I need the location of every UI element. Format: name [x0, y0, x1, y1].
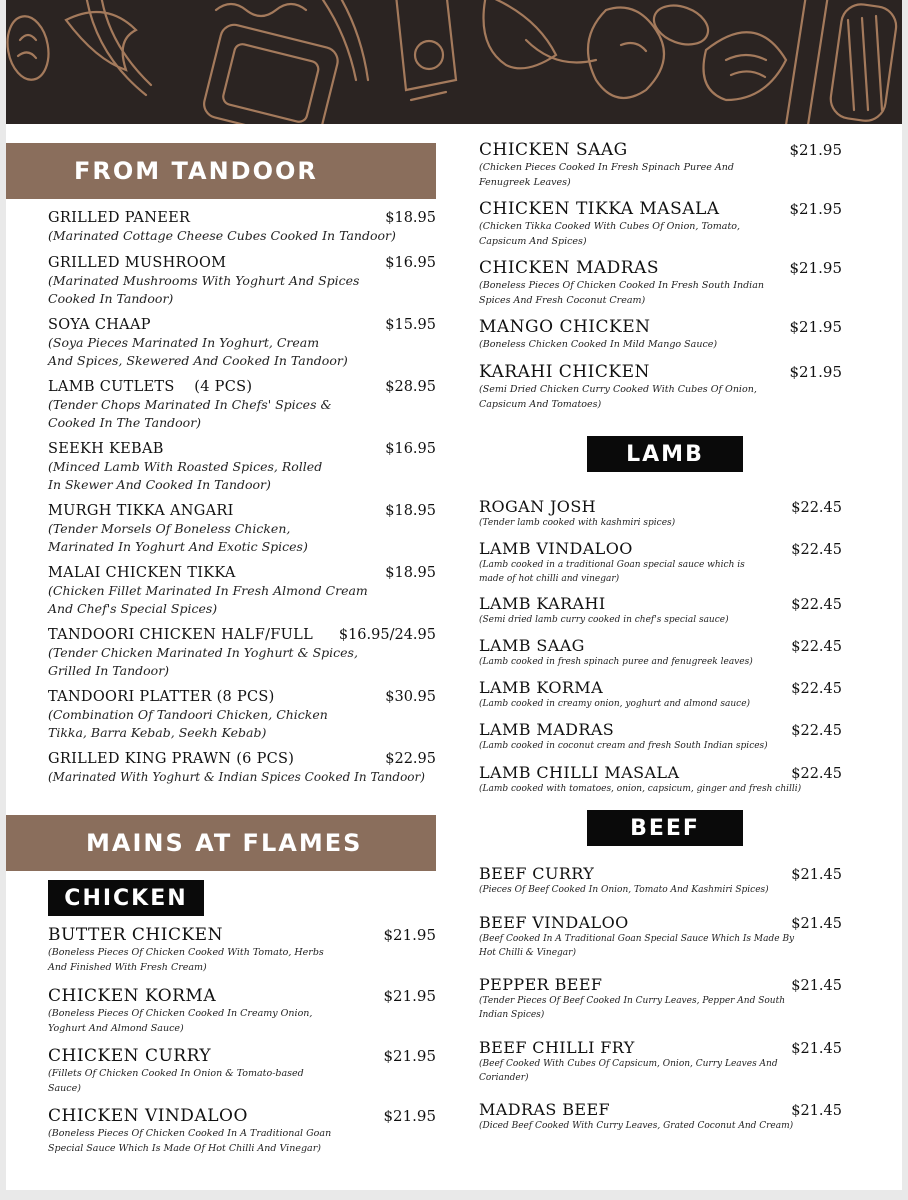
- menu-item: [479, 258, 842, 308]
- item-description: (Diced Beef Cooked With Curry Leaves, Grated Coconut And Cream): [479, 1121, 794, 1131]
- item-description: (Chicken Pieces Cooked In Fresh Spinach Puree And Fenugreek Leaves): [479, 162, 734, 188]
- item-price: $21.95: [383, 1107, 436, 1125]
- menu-item: [48, 210, 436, 245]
- item-price: $21.95: [383, 987, 436, 1005]
- item-price: $22.45: [791, 597, 842, 613]
- item-description: (Tender Morsels Of Boneless Chicken, Marinated In Yoghurt And Exotic Spices): [48, 521, 308, 554]
- section-title: CHICKEN: [64, 885, 188, 911]
- item-price: $22.45: [791, 681, 842, 697]
- item-name: BUTTER CHICKEN: [48, 925, 223, 945]
- menu-item: [48, 689, 436, 742]
- item-description: (Lamb cooked with tomatoes, onion, capsicum, ginger and fresh chilli): [479, 784, 802, 794]
- chicken-heading: [48, 880, 204, 916]
- item-price: $16.95/24.95: [338, 627, 436, 643]
- item-name: LAMB KARAHI: [479, 594, 606, 613]
- item-price: $21.95: [789, 318, 842, 336]
- item-price: $21.95: [789, 363, 842, 381]
- item-description: (Lamb cooked in coconut cream and fresh South Indian spices): [479, 741, 768, 751]
- item-description: (Boneless Pieces Of Chicken Cooked In A Traditional Goan Special Sauce Which Is Made Of Hot Chilli And Vinegar): [48, 1128, 332, 1154]
- menu-item: [479, 1038, 842, 1085]
- item-price: $30.95: [385, 689, 436, 705]
- item-name: GRILLED PANEER: [48, 210, 191, 226]
- item-price: $16.95: [385, 255, 436, 271]
- item-name: PEPPER BEEF: [479, 975, 603, 994]
- item-description: (Pieces Of Beef Cooked In Onion, Tomato And Kashmiri Spices): [479, 885, 769, 895]
- item-description: (Lamb cooked in fresh spinach puree and fenugreek leaves): [479, 657, 753, 667]
- item-name: MANGO CHICKEN: [479, 317, 651, 337]
- menu-item: [479, 594, 842, 627]
- item-price: $22.45: [791, 723, 842, 739]
- item-name: GRILLED KING PRAWN (6 PCS): [48, 751, 295, 767]
- mains-at-flames-heading: [6, 815, 436, 871]
- item-name: MURGH TIKKA ANGARI: [48, 503, 234, 519]
- menu-item: [479, 539, 842, 586]
- item-name: LAMB CUTLETS (4 PCS): [48, 379, 253, 395]
- menu-item: [48, 925, 436, 975]
- item-description: (Semi Dried Chicken Curry Cooked With Cubes Of Onion, Capsicum And Tomatoes): [479, 384, 757, 410]
- item-description: (Tender lamb cooked with kashmiri spices): [479, 518, 676, 528]
- item-name: MALAI CHICKEN TIKKA: [48, 565, 236, 581]
- item-name: LAMB MADRAS: [479, 720, 615, 739]
- item-name: LAMB CHILLI MASALA: [479, 763, 680, 782]
- item-name: TANDOORI PLATTER (8 PCS): [48, 689, 275, 705]
- item-description: (Minced Lamb With Roasted Spices, Rolled In Skewer And Cooked In Tandoor): [48, 459, 323, 492]
- menu-page: [6, 0, 902, 1190]
- menu-item: [479, 497, 842, 530]
- menu-item: [48, 986, 436, 1036]
- item-description: (Semi dried lamb curry cooked in chef's special sauce): [479, 615, 729, 625]
- menu-item: [479, 975, 842, 1022]
- menu-item: [479, 913, 842, 960]
- menu-item: [48, 565, 436, 618]
- food-sketch-illustration: [6, 0, 902, 124]
- item-name: CHICKEN VINDALOO: [48, 1106, 248, 1126]
- menu-item: [479, 140, 842, 190]
- item-description: (Lamb cooked in a traditional Goan special sauce which is made of hot chilli and vinegar): [479, 560, 745, 584]
- menu-item: [479, 199, 842, 249]
- menu-item: [479, 720, 842, 753]
- item-name: SEEKH KEBAB: [48, 441, 164, 457]
- item-description: (Boneless Pieces Of Chicken Cooked In Creamy Onion, Yoghurt And Almond Sauce): [48, 1008, 313, 1034]
- item-price: $28.95: [385, 379, 436, 395]
- item-name: CHICKEN KORMA: [48, 986, 217, 1006]
- item-price: $21.45: [791, 1103, 842, 1119]
- item-price: $18.95: [385, 503, 436, 519]
- menu-item: [48, 751, 436, 786]
- section-title: BEEF: [630, 815, 700, 841]
- menu-item: [479, 362, 842, 412]
- item-description: (Tender Pieces Of Beef Cooked In Curry Leaves, Pepper And South Indian Spices): [479, 996, 786, 1020]
- item-price: $22.45: [791, 542, 842, 558]
- item-description: (Marinated With Yoghurt & Indian Spices Cooked In Tandoor): [48, 770, 425, 784]
- menu-item: [48, 379, 436, 432]
- item-description: (Chicken Fillet Marinated In Fresh Almond Cream And Chef's Special Spices): [48, 583, 368, 616]
- item-price: $22.45: [791, 500, 842, 516]
- item-description: (Tender Chicken Marinated In Yoghurt & Spices, Grilled In Tandoor): [48, 645, 358, 678]
- item-price: $22.45: [791, 639, 842, 655]
- item-name: MADRAS BEEF: [479, 1100, 611, 1119]
- item-name: BEEF VINDALOO: [479, 913, 629, 932]
- lamb-heading: [587, 436, 743, 472]
- item-price: $21.45: [791, 867, 842, 883]
- item-description: (Marinated Cottage Cheese Cubes Cooked In Tandoor): [48, 228, 396, 243]
- item-name: CHICKEN MADRAS: [479, 258, 659, 278]
- item-name: CHICKEN CURRY: [48, 1046, 212, 1066]
- item-price: $21.45: [791, 916, 842, 932]
- item-description: (Boneless Chicken Cooked In Mild Mango Sauce): [479, 339, 718, 350]
- menu-item: [48, 317, 436, 370]
- item-price: $15.95: [385, 317, 436, 333]
- menu-item: [48, 1106, 436, 1156]
- item-description: (Boneless Pieces Of Chicken Cooked With Tomato, Herbs And Finished With Fresh Cream): [48, 947, 324, 973]
- item-description: (Beef Cooked In A Traditional Goan Special Sauce Which Is Made By Hot Chilli & Vinegar): [479, 934, 795, 958]
- item-description: (Soya Pieces Marinated In Yoghurt, Cream And Spices, Skewered And Cooked In Tandoor): [48, 335, 348, 368]
- item-description: (Chicken Tikka Cooked With Cubes Of Onion, Tomato, Capsicum And Spices): [479, 221, 740, 247]
- item-price: $21.95: [383, 926, 436, 944]
- item-price: $22.45: [791, 766, 842, 782]
- item-name: BEEF CHILLI FRY: [479, 1038, 635, 1057]
- menu-item: [48, 627, 436, 680]
- from-tandoor-heading: [6, 143, 436, 199]
- item-price: $16.95: [385, 441, 436, 457]
- header-banner: [6, 0, 902, 124]
- menu-item: [479, 636, 842, 669]
- item-price: $18.95: [385, 210, 436, 226]
- menu-item: [479, 763, 842, 796]
- item-price: $21.95: [789, 141, 842, 159]
- section-title: LAMB: [626, 441, 704, 467]
- item-name: LAMB KORMA: [479, 678, 604, 697]
- menu-item: [479, 317, 842, 352]
- item-name: CHICKEN SAAG: [479, 140, 628, 160]
- menu-item: [479, 1100, 842, 1133]
- item-description: (Combination Of Tandoori Chicken, Chicken Tikka, Barra Kebab, Seekh Kebab): [48, 707, 328, 740]
- menu-item: [479, 678, 842, 711]
- item-name: KARAHI CHICKEN: [479, 362, 650, 382]
- item-price: $21.95: [383, 1047, 436, 1065]
- item-name: BEEF CURRY: [479, 864, 595, 883]
- item-name: CHICKEN TIKKA MASALA: [479, 199, 720, 219]
- item-price: $21.95: [789, 200, 842, 218]
- item-name: GRILLED MUSHROOM: [48, 255, 227, 271]
- beef-heading: [587, 810, 743, 846]
- item-price: $21.95: [789, 259, 842, 277]
- item-name: ROGAN JOSH: [479, 497, 597, 516]
- menu-item: [48, 503, 436, 556]
- item-name: SOYA CHAAP: [48, 317, 151, 333]
- menu-item: [48, 441, 436, 494]
- item-name: TANDOORI CHICKEN HALF/FULL: [48, 627, 313, 643]
- item-description: (Tender Chops Marinated In Chefs' Spices & Cooked In The Tandoor): [48, 397, 332, 430]
- section-title: MAINS AT FLAMES: [86, 829, 363, 857]
- item-name: LAMB VINDALOO: [479, 539, 633, 558]
- item-description: (Fillets Of Chicken Cooked In Onion & Tomato-based Sauce): [48, 1068, 304, 1094]
- item-description: (Boneless Pieces Of Chicken Cooked In Fresh South Indian Spices And Fresh Coconut Cream): [479, 280, 764, 306]
- item-description: (Beef Cooked With Cubes Of Capsicum, Onion, Curry Leaves And Coriander): [479, 1059, 778, 1083]
- menu-item: [48, 255, 436, 308]
- item-description: (Marinated Mushrooms With Yoghurt And Spices Cooked In Tandoor): [48, 273, 360, 306]
- menu-item: [479, 864, 842, 897]
- section-title: FROM TANDOOR: [74, 157, 318, 185]
- item-price: $22.95: [385, 751, 436, 767]
- item-price: $21.45: [791, 1041, 842, 1057]
- item-price: $18.95: [385, 565, 436, 581]
- item-price: $21.45: [791, 978, 842, 994]
- item-description: (Lamb cooked in creamy onion, yoghurt and almond sauce): [479, 699, 751, 709]
- menu-item: [48, 1046, 436, 1096]
- item-name: LAMB SAAG: [479, 636, 585, 655]
